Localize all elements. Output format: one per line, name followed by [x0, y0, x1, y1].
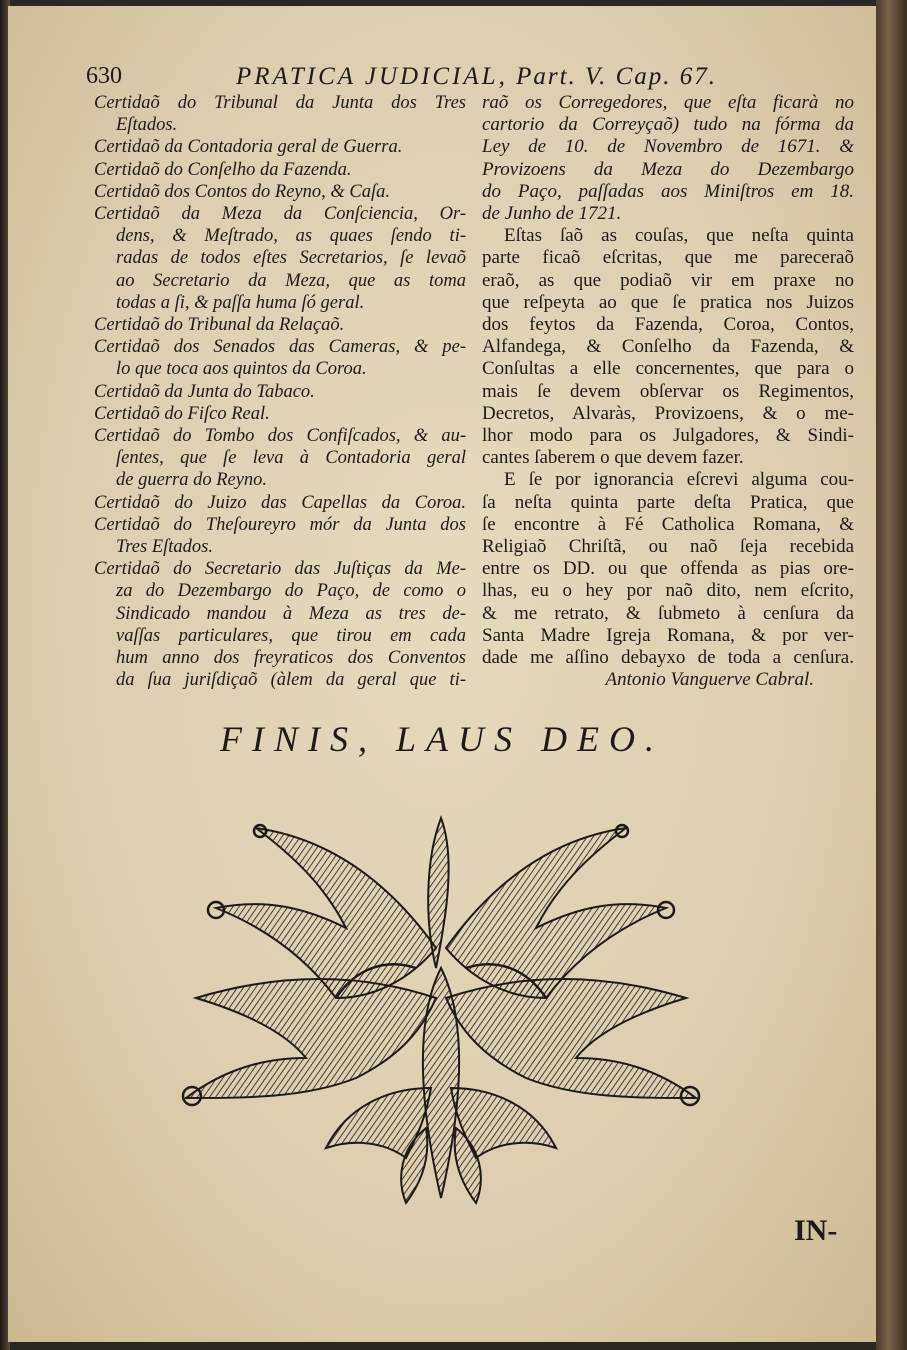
- text-line: za do Dezembargo do Paço, de como o: [116, 581, 466, 602]
- text-line: Certidaõ do Juizo das Capellas da Coroa.: [94, 492, 466, 513]
- text-line: Religiaõ Chriſtã, ou naõ ſeja recebida: [482, 536, 854, 558]
- text-line: Santa Madre Igreja Romana, & por ver-: [482, 624, 854, 646]
- text-line: do Paço, paſſadas aos Miniſtros em 18.: [482, 180, 854, 202]
- text-line: Decretos, Alvaràs, Provizoens, & o me-: [482, 402, 854, 424]
- text-line: Sindicado mandou à Meza as tres de-: [116, 603, 466, 624]
- catchword: IN-: [794, 1214, 838, 1247]
- text-line: Eſtados.: [116, 115, 178, 136]
- text-line: Certidaõ do Tribunal da Junta dos Tres: [94, 93, 466, 113]
- text-line: Ley de 10. de Novembro de 1671. &: [482, 136, 854, 158]
- text-line: Tres Eſtados.: [116, 537, 213, 558]
- text-line: E ſe por ignorancia eſcrevi alguma cou-: [504, 469, 854, 491]
- text-line: Certidaõ do Theſoureyro mór da Junta dos: [94, 514, 466, 535]
- text-line: Certidaõ da Junta do Tabaco.: [94, 381, 315, 402]
- text-line: Certidaõ do Fiſco Real.: [94, 403, 270, 424]
- text-line: Certidaõ do Tombo dos Confiſcados, & au-: [94, 426, 466, 447]
- text-line: que reſpeyta ao que ſe pratica nos Juizos: [482, 291, 854, 313]
- text-line: ſa neſta quinta parte deſta Pratica, que: [482, 491, 854, 513]
- running-title-part: Part. V. Cap. 67.: [516, 63, 717, 90]
- text-line: ao Secretario da Meza, que as toma: [116, 270, 466, 291]
- page-number: 630: [86, 63, 122, 89]
- page-header: [86, 63, 726, 93]
- text-line: cartorio da Correyçaõ) tudo na fórma da: [482, 114, 854, 136]
- text-line: dos feytos da Fazenda, Coroa, Contos,: [482, 314, 854, 336]
- text-line: Certidaõ da Contadoria geral de Guerra.: [94, 137, 403, 158]
- text-line: Certidaõ dos Senados das Cameras, & pe-: [94, 337, 466, 358]
- text-line: de guerra do Reyno.: [116, 470, 268, 491]
- text-line: mais ſe devem obſervar os Regimentos,: [482, 380, 854, 402]
- text-line: Certidaõ do Secretario das Juſtiças da Me-: [94, 559, 466, 580]
- text-line: vaſſas particulares, que tirou em cada: [116, 625, 466, 646]
- author-signature: Antonio Vanguerve Cabral.: [605, 669, 814, 691]
- text-line: ſentes, que ſe leva à Contadoria geral: [116, 448, 466, 469]
- text-line: Certidaõ do Tribunal da Relaçaõ.: [94, 315, 345, 336]
- text-line: Eſtas ſaõ as couſas, que neſta quinta: [504, 225, 854, 247]
- text-line: hum anno dos freyraticos dos Conventos: [116, 648, 466, 669]
- text-line: ſe encontre à Fé Catholica Romana, &: [482, 513, 854, 535]
- text-line: dade me aſſino debayxo de toda a cenſura.: [482, 647, 854, 669]
- text-line: cantes ſaberem o que devem fazer.: [482, 447, 744, 469]
- text-line: Certidaõ dos Contos do Reyno, & Caſa.: [94, 181, 390, 202]
- finis-heading: FINIS, LAUS DEO.: [220, 719, 664, 759]
- text-line: eraõ, as que podiaõ vir em praxe no: [482, 269, 854, 291]
- text-line: Provizoens da Meza do Dezembargo: [482, 158, 854, 180]
- text-line: todas a ſi, & paſſa huma ſó geral.: [116, 292, 365, 313]
- left-column: [94, 92, 466, 691]
- text-line: lhas, eu o hey por naõ dito, nem eſcrito,: [482, 580, 854, 602]
- text-line: lo que toca aos quintos da Coroa.: [116, 359, 367, 380]
- text-line: Certidaõ do Conſelho da Fazenda.: [94, 159, 352, 180]
- text-line: radas de todos eſtes Secretarios, ſe levaõ: [116, 248, 466, 269]
- text-line: & me retrato, & ſubmeto à cenſura da: [482, 602, 854, 624]
- acanthus-ornament: [156, 798, 726, 1208]
- text-line: de Junho de 1721.: [482, 203, 622, 225]
- running-title-main: PRATICA JUDICIAL,: [236, 63, 508, 90]
- text-line: raõ os Corregedores, que eſta ficarà no: [482, 92, 854, 113]
- right-column: [482, 92, 854, 691]
- text-line: da ſua juriſdiçaõ (àlem da geral que ti-: [116, 670, 466, 691]
- running-title: [236, 63, 717, 91]
- text-line: Alfandega, & Conſelho da Fazenda, &: [482, 336, 854, 358]
- text-line: entre os DD. ou que offenda as pias ore-: [482, 558, 854, 580]
- text-line: Certidaõ da Meza da Conſciencia, Or-: [94, 204, 466, 225]
- text-line: parte ficaõ eſcritas, que me pareceraõ: [482, 247, 854, 269]
- text-line: dens, & Meſtrado, as quaes ſendo ti-: [116, 226, 466, 247]
- book-gutter-shadow: [876, 0, 907, 1350]
- text-line: lhor modo para os Julgadores, & Sindi-: [482, 425, 854, 447]
- book-page: [8, 6, 876, 1342]
- text-line: Conſultas a elle concernentes, que para o: [482, 358, 854, 380]
